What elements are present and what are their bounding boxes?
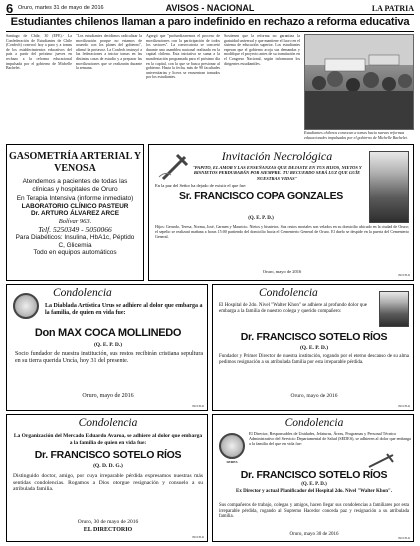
condolencia-sedes [212,414,414,542]
deceased-name: Sr. FRANCISCO COPA GONZALES [179,190,343,202]
gasometria-lab-name: LABORATORIO CLÍNICO PASTEUR [21,202,129,210]
gasometria-line: Atendemos a pacientes de todas las clínicas y hospitales de Oruro [22,178,128,193]
invitation-quote: "PAPITO, EL AMOR Y LAS ENSEÑANZAS QUE DEJASTE EN TUS HIJOS, NIETOS Y BISNIETOS PERDURARÁN POR SIEMPRE. TU RECUERDO SERÁ LUZ QUE GUÍE NUESTRAS VIDAS" [192,165,362,181]
header-date: Oruro, martes 31 de mayo de 2016 [18,5,104,11]
condolence-rip: (Q. E. P. D.) [299,345,329,351]
ad-code: 0910/B-R [398,536,410,540]
protest-photo [304,34,414,130]
invitation-place: Oruro, mayo de 2016 [262,269,302,274]
condolence-lead: El Director, Responsables de Unidades, Jefaturas, Áreas, Programas y Personal Técnico Administrativo del Servicio Departamental de Salud (SEDES), se adhieren al dolor que embarga a la familia del que en vida fue: [249,431,411,446]
condolence-rip: (Q. D. D. G.) [93,463,123,469]
page-header [6,3,414,15]
ad-code: 0910/B-R [398,404,410,408]
ad-code: 0910/B-R [192,404,204,408]
page-number: 6 [6,1,14,16]
gasometria-address: Bolívar 963. [58,217,92,225]
ad-code: 0910/B-R [192,535,204,539]
newspaper-brand: LA PATRIA [371,4,414,13]
condolence-place: Oruro, mayo 30 de 2016 [289,532,339,537]
condolencia-diablada [6,284,208,411]
deceased-name: Don MAX COCA MOLLINEDO [34,327,182,339]
invitation-intro: En la paz del Señor ha dejado de existir el que fue: [155,183,247,188]
condolencia-mercado [6,414,208,542]
deceased-portrait [369,151,409,223]
condolence-title: Condolencia [78,417,138,429]
condolence-body: Sus compañeros de trabajo, colegas y amigos, hacen llegar sus condolencias a familiares por esta irreparable pérdida, rogando al Supremo Hacedor conceda paz y resignación a su atribulada familia. [219,503,409,520]
condolence-body: Socio fundador de nuestra institución, sus restos recibirán cristiana sepultura en su tierra querida Uncía, hoy 31 del presente. [15,351,203,364]
gasometria-doctor: Dr. ARTURO ÁLVAREZ ARCE [30,210,120,218]
gasometria-line: En Terapia Intensiva (informe inmediato) [16,195,134,203]
condolence-lead: La Diablada Artística Urus se adhiere al dolor que embarga a la familia, de quien en vida fue: [45,303,203,316]
invitation-title: Invitación Necrológica [221,149,333,163]
condolence-place: Oruro, 30 de mayo de 2016 [77,519,139,525]
condolence-lead: El Hospital de 2do. Nivel "Walter Khon" se adhiere al profundo dolor que embarga a la familia de nuestro colega y querido compañero: [219,303,367,314]
sedes-seal-icon [219,433,245,459]
invitation-rip: (Q. E. P. D.) [248,216,274,221]
condolence-title: Condolencia [284,417,344,429]
article-headline: Estudiantes chilenos llaman a paro indefinido en rechazo a reforma educativa [10,16,410,28]
gasometria-line: Todo en equipos automáticos [33,249,117,257]
condolence-rip: (Q. E. P. D.) [301,482,327,487]
condolence-body: Fundador y Primer Director de nuestra institución, rogando por el eterno descanso de su alma pedimos resignación a su atribulada familia por esta irreparable pérdida. [219,354,409,365]
gasometria-line: Para Diabéticos: Insulina, HbA1c, Péptido C, Glicemia [15,234,135,249]
deceased-portrait [379,291,409,327]
deceased-name: Dr. FRANCISCO SOTELO RÍOS [240,331,388,343]
condolence-title: Condolencia [259,287,318,299]
deceased-name: Dr. FRANCISCO SOTELO RÍOS [34,449,182,461]
condolence-role: Ex Director y actual Planificador del Hospital 2do. Nivel "Walter Khon". [235,489,392,494]
sedes-label: SEDES [226,460,238,464]
condolencia-hospital [212,284,414,411]
gasometria-phone: Telf. 5250349 - 5050066 [38,224,112,234]
cross-icon [363,453,407,469]
crowd-illustration [305,35,414,130]
section-title: AVISOS - NACIONAL [165,3,255,13]
article-column-1: Santiago de Chile, 30 (EFE).- La Confederación de Estudiantes de Chile (Confech) convocó hoy a paro y a tomas de los establecimientos educativos del país a partir del próximo jueves en rechazo a la reforma educacional impulsada por el gobierno de Michelle Bachelet. [6,34,72,71]
condolence-body: Distinguido doctor, amigo, por cuya irreparable pérdida expresamos nuestras más sentidas condolencias. Rogamos a Dios otorgue resignación y consuelo a su atribulada familia. [13,473,203,492]
article-column-3: Agregó que "profundizaremos el proceso de movilizaciones con la participación de todos los sectores". La convocatoria se concretó durante una asamblea nacional realizada en la capital chilena. Esta iniciativa se suma a la manifestación programada para el próximo día en la capital, con la que se busca presionar al gobierno. Hasta la fecha, más de 90 facultades universitarias y liceos se encuentran tomados por los estudiantes. [146,34,220,80]
condolence-lead: La Organización del Mercado Eduardo Avaroa, se adhiere al dolor que embarga a la familia de quien en vida fue: [13,433,203,446]
deceased-name: Dr. FRANCISCO SOTELO RÍOS [240,469,388,481]
gasometria-title: GASOMETRÍA ARTERIAL Y VENOSA [8,151,142,174]
article-column-2: "Los estudiantes decidimos radicalizar la movilización porque no estamos de acuerdo con los planes del gobierno", afirmó la portavoz. La Confech instruyó a las federaciones a iniciar tomas en las distintas casas de estudio y a preparar las movilizaciones que se realizarán durante la semana. [76,34,142,71]
invitacion-necrologica [148,144,414,281]
ad-code: 0910/B-R [398,273,410,277]
urus-crest-icon [13,293,39,319]
condolence-place: Oruro, mayo de 2016 [82,393,134,399]
photo-caption: Estudiantes chilenos convocan a tomas hacia nuevas reformas educacionales impulsadas por el gobierno de Michelle Bachelet. [304,130,408,140]
condolence-signer: EL DIRECTORIO [83,527,133,533]
gasometria-ad [6,144,144,281]
condolence-rip: (Q. E. P. D.) [93,342,123,348]
headline-divider [6,31,414,32]
invitation-body: Hijos: Gerardo, Teresa, Norma, José, Carmen y Mauricio. Nietos y bisnietos. Sus restos mortales son velados en su domicilio ubicado en la ciudad de Oruro; el sepelio se realizará mañana a horas 15:00 partiendo del domicilio hacia el Cementerio General de Oruro. El duelo se despide en la puerta del Cementerio General. [155,224,409,239]
condolence-title: Condolencia [53,287,112,299]
condolence-place: Oruro, mayo de 2016 [290,393,338,399]
article-column-4: Sostienen que la reforma no garantiza la gratuidad universal y que mantiene el lucro en el sistema de educación superior. Los estudiantes esperan que el gobierno acoja sus demandas y modifique el proyecto antes de su tramitación en el Congreso Nacional, según informaron los dirigentes estudiantiles. [224,34,300,66]
